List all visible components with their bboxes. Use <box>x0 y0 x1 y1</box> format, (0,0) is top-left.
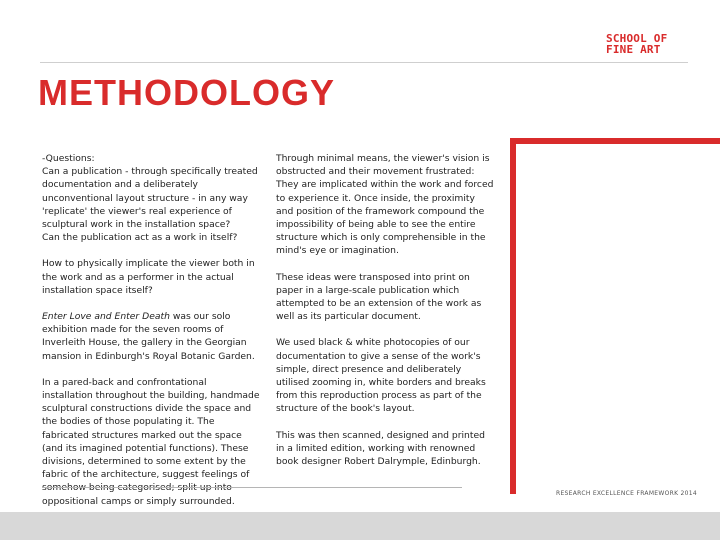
installation-paragraph: In a pared-back and confrontational installation throughout the building, handmade sculptural constructions divide the space and the bodies of those populating it. The fabricated structures marked out the space (and its imagined potential functions). These divisions, determined to some extent by the fabric of the architecture, suggest feelings of oppositional camps or simply surrounded. <box>42 376 260 507</box>
logo-line-1: SCHOOL OF <box>606 32 668 45</box>
exhibition-paragraph <box>42 310 260 363</box>
transposed-paragraph: These ideas were transposed into print on paper in a large-scale publication which attempted to be an extension of the work as well as its particular document. <box>276 271 482 323</box>
minimal-means-paragraph: Through minimal means, the viewer's vision is obstructed and their movement frustrated: They are implicated within the work and forced to experience it. Once inside, the proximity and position of the framework compound the impossibility of being able to see the entire structure which is only comprehensible in the mind's eye or imagination. <box>276 153 494 257</box>
image-frame-top-bar <box>510 138 720 144</box>
left-text-column <box>42 152 260 521</box>
image-caption: Image one & a description of what we are looking at in the context of the project. <box>516 412 695 433</box>
questions-paragraph: -Questions: Can a publication - through specifically treated documentation and a deliberately unconventional layout structure - in any way 'replicate' the viewer's real experience of sculptural work in the installation space? Can the publication act as a work in itself? <box>42 153 258 244</box>
header-divider <box>40 62 688 63</box>
scanned-paragraph: This was then scanned, designed and printed in a limited edition, working with renowned book designer Robert Dalrymple, Edinburgh. <box>276 429 485 468</box>
image-frame-left-bar <box>510 138 516 494</box>
page-title: METHODOLOGY <box>38 72 335 113</box>
exhibition-title: Enter Love and Enter Death <box>42 311 170 323</box>
bottom-band <box>0 512 720 540</box>
right-text-column <box>276 152 494 481</box>
exhibition-text: was our solo exhibition made for the seven rooms of Inverleith House, the gallery in the Georgian mansion in Edinburgh's Royal Botanic Garden. <box>42 311 255 362</box>
school-logo <box>606 33 690 55</box>
logo-line-2: FINE ART <box>606 43 661 56</box>
footer-label: RESEARCH EXCELLENCE FRAMEWORK 2014 <box>556 490 698 497</box>
photocopies-paragraph: We used black & white photocopies of our documentation to give a sense of the work's simple, direct presence and deliberately utilised zooming in, white borders and breaks from this reproduction process as part of the structure of the book's layout. <box>276 337 486 415</box>
implicate-paragraph: How to physically implicate the viewer both in the work and as a performer in the actual installation space itself? <box>42 258 255 296</box>
footer-divider <box>42 487 462 488</box>
